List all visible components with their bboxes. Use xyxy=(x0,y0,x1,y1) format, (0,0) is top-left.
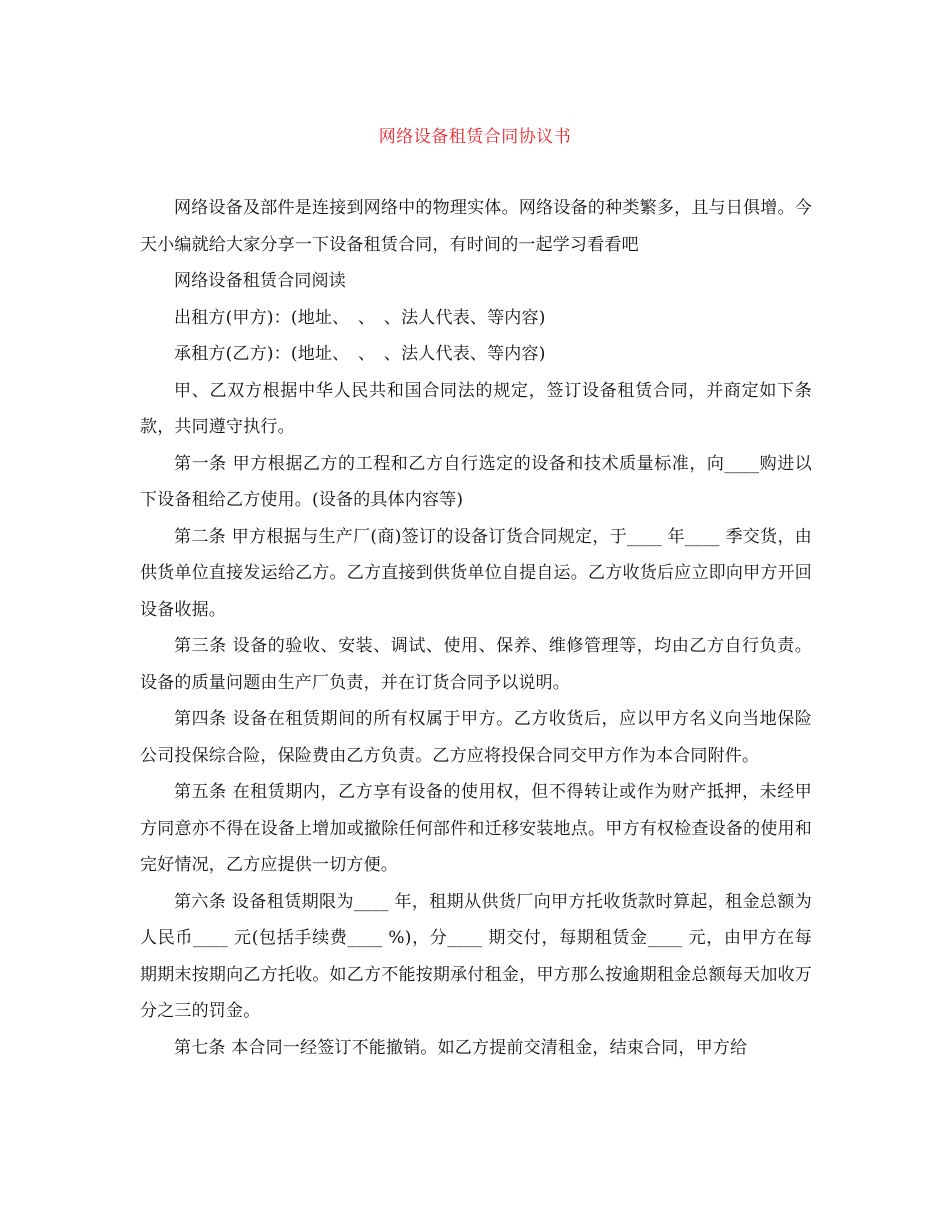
article-4: 第四条 设备在租赁期间的所有权属于甲方。乙方收货后，应以甲方名义向当地保险公司投保综合险，保险费由乙方负责。乙方应将投保合同交甲方作为本合同附件。 xyxy=(140,709,812,766)
article-5: 第五条 在租赁期内，乙方享有设备的使用权，但不得转让或作为财产抵押，未经甲方同意亦不得在设备上增加或撤除任何部件和迁移安装地点。甲方有权检查设备的使用和完好情况，乙方应提供一切方便。 xyxy=(140,782,812,875)
document-title: 网络设备租赁合同协议书 xyxy=(378,127,572,147)
preamble-paragraph: 甲、乙双方根据中华人民共和国合同法的规定，签订设备租赁合同，并商定如下条款，共同遵守执行。 xyxy=(140,380,812,437)
article-3: 第三条 设备的验收、安装、调试、使用、保养、维修管理等，均由乙方自行负责。设备的质量问题由生产厂负责，并在订货合同予以说明。 xyxy=(140,636,812,693)
document-body xyxy=(140,190,812,1066)
article-7: 第七条 本合同一经签订不能撤销。如乙方提前交清租金，结束合同，甲方给 xyxy=(174,1037,748,1058)
intro-paragraph: 网络设备及部件是连接到网络中的物理实体。网络设备的种类繁多，且与日俱增。今天小编就给大家分享一下设备租赁合同，有时间的一起学习看看吧 xyxy=(140,198,812,255)
section-heading: 网络设备租赁合同阅读 xyxy=(174,271,346,291)
article-6: 第六条 设备租赁期限为____ 年，租期从供货厂向甲方托收货款时算起，租金总额为人民币____ 元(包括手续费____ %)，分____ 期交付，每期租赁金____ 元，由甲方在每期期末按期向乙方托收。如乙方不能按期承付租金，甲方那么按逾期租金总额每天加收万分之三的罚金。 xyxy=(140,891,812,1021)
article-1: 第一条 甲方根据乙方的工程和乙方自行选定的设备和技术质量标准，向____购进以下设备租给乙方使用。(设备的具体内容等) xyxy=(140,453,812,510)
lessor-line: 出租方(甲方)：(地址、 、 、法人代表、等内容) xyxy=(174,307,546,328)
article-2: 第二条 甲方根据与生产厂(商)签订的设备订货合同规定，于____ 年____ 季交货，由供货单位直接发运给乙方。乙方直接到供货单位自提自运。乙方收货后应立即向甲方开回设备收据。 xyxy=(140,526,812,620)
lessee-line: 承租方(乙方)：(地址、 、 、法人代表、等内容) xyxy=(174,344,546,364)
